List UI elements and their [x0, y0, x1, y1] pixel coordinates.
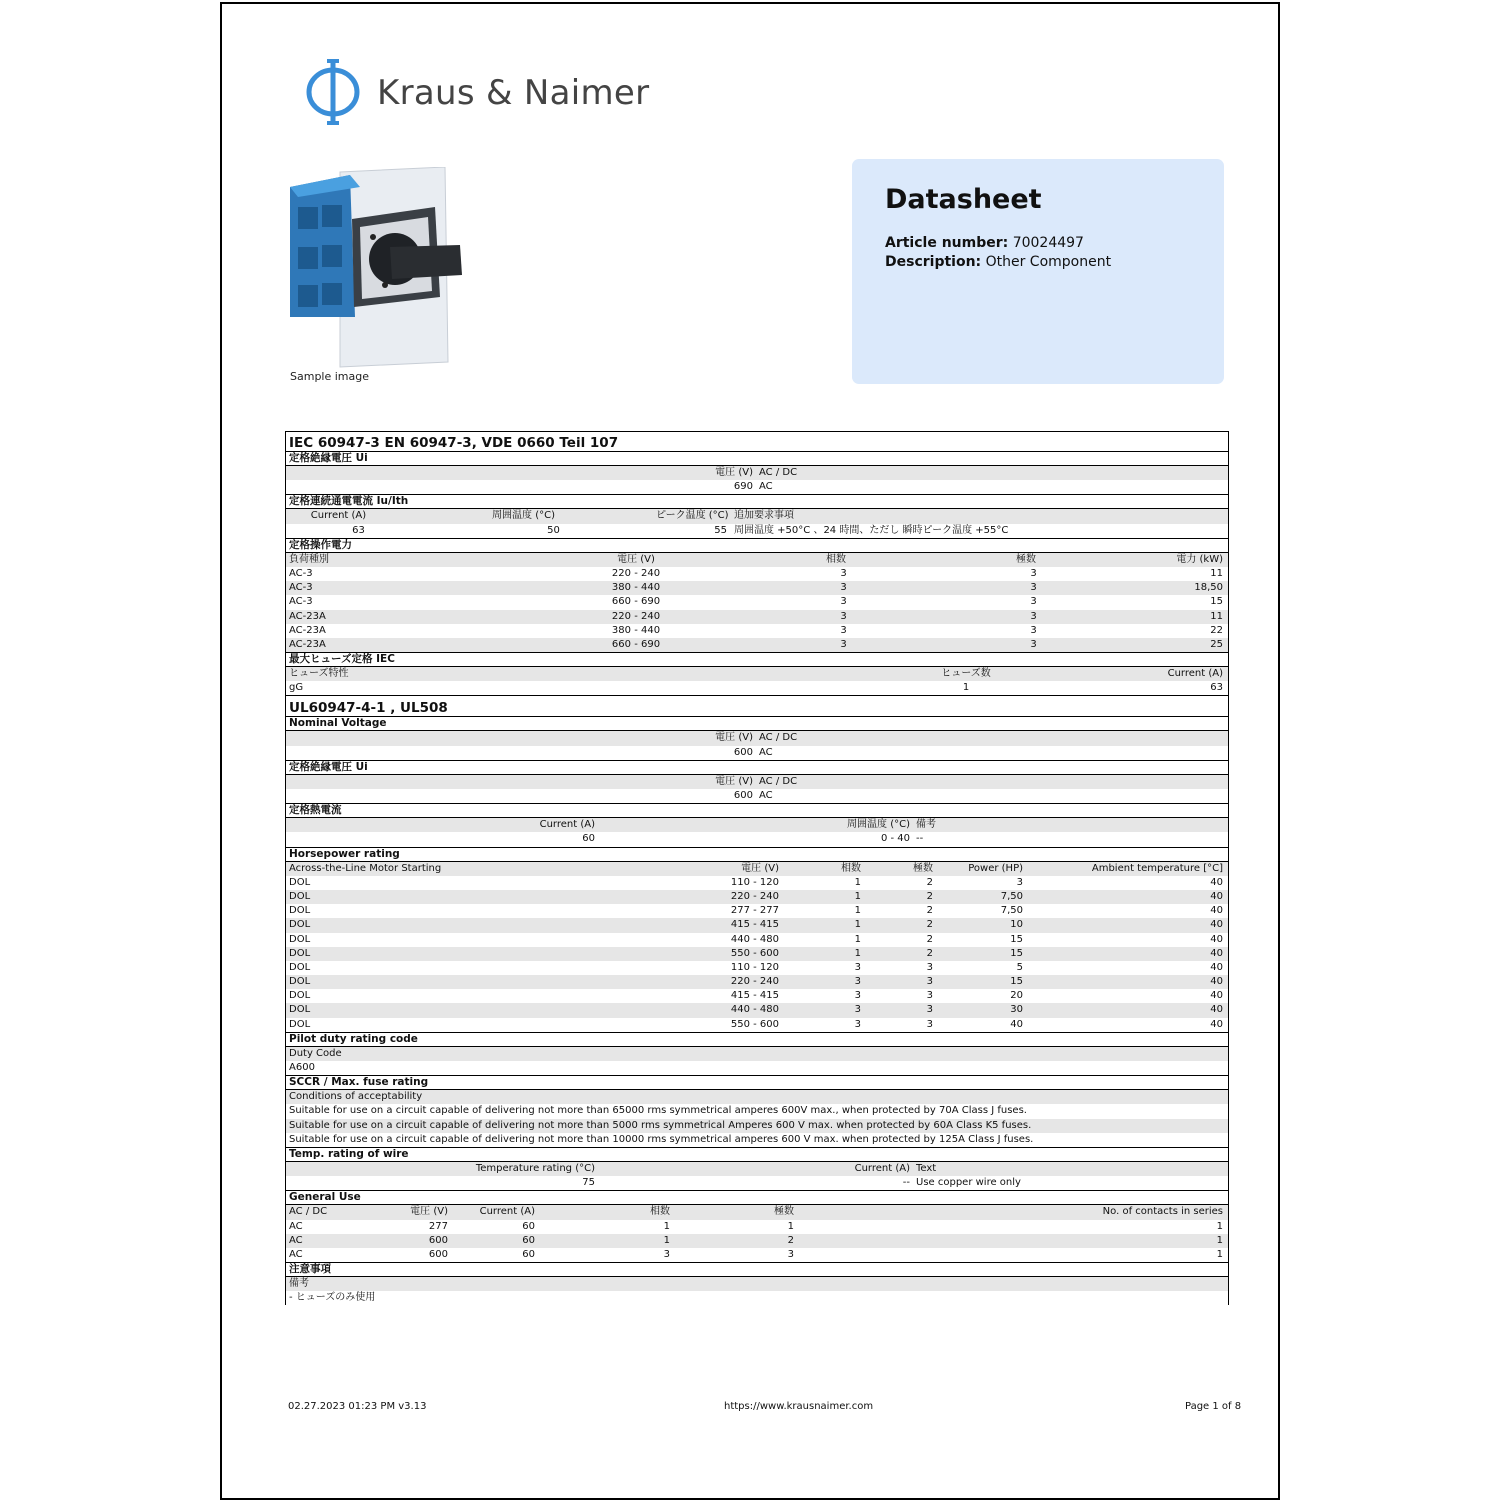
cell: 220 - 240 — [730, 890, 779, 902]
cell: 3 — [1030, 638, 1037, 650]
cell: DOL — [289, 905, 311, 917]
cell: 3 — [854, 1018, 861, 1030]
cell: AC-3 — [289, 596, 313, 608]
cell: Conditions of acceptability — [289, 1091, 423, 1103]
cell: 1 — [1216, 1234, 1223, 1246]
cell: 2 — [926, 919, 933, 931]
cell: AC — [759, 481, 773, 493]
sample-image-caption: Sample image — [290, 370, 370, 383]
cell: 備考 — [916, 819, 936, 831]
table-row — [286, 1104, 1228, 1118]
cell: Current (A) — [310, 510, 367, 522]
cell: 15 — [1210, 596, 1223, 608]
cell: 3 — [840, 610, 847, 622]
cell: 0 - 40 — [880, 833, 910, 845]
cell: 1 — [663, 1220, 670, 1232]
cell: DOL — [289, 890, 311, 902]
datasheet-card — [852, 159, 1224, 384]
cell: 600 — [428, 1248, 448, 1260]
ul-nominal-title: Nominal Voltage — [286, 717, 1228, 731]
cell: 25 — [1210, 638, 1223, 650]
iec-iu-title: 定格連続通電電流 Iu/Ith — [286, 495, 1228, 509]
cell: AC — [289, 1220, 303, 1232]
cell: 380 - 440 — [611, 624, 661, 636]
cell: No. of contacts in series — [1102, 1206, 1223, 1218]
cell: 3 — [926, 961, 933, 973]
footer-page-number: Page 1 of 8 — [1185, 1401, 1242, 1412]
cell: 追加要求事項 — [734, 510, 794, 522]
cell: 3 — [854, 976, 861, 988]
table-row — [286, 1205, 1228, 1219]
cell: AC-23A — [289, 610, 326, 622]
table-row — [286, 466, 1228, 480]
table-row — [286, 1176, 1228, 1191]
cell: 電圧 (V) — [617, 553, 655, 565]
description — [885, 254, 1111, 270]
cell: 40 — [1210, 961, 1223, 973]
cell: AC-23A — [289, 638, 326, 650]
cell: Current (A) — [854, 1162, 910, 1174]
cell: 7,50 — [1000, 890, 1023, 902]
cell: 2 — [926, 905, 933, 917]
cell: 380 - 440 — [611, 582, 661, 594]
cell: 415 - 415 — [730, 919, 779, 931]
table-row — [286, 638, 1228, 653]
cell: 40 — [1210, 1004, 1223, 1016]
iec-ui-title: 定格絶縁電圧 Ui — [286, 452, 1228, 466]
table-row — [286, 876, 1228, 890]
ul-general-use-title: General Use — [286, 1191, 1228, 1205]
brand-name: Kraus & Naimer — [377, 73, 650, 113]
table-row — [286, 624, 1228, 638]
ul-sccr-title: SCCR / Max. fuse rating — [286, 1076, 1228, 1090]
cell: 60 — [582, 833, 595, 845]
cell: AC / DC — [759, 732, 798, 744]
cell: -- — [916, 833, 924, 845]
cell: Current (A) — [479, 1206, 535, 1218]
cell: 1 — [663, 1234, 670, 1246]
cell: DOL — [289, 919, 311, 931]
cell: 22 — [1210, 624, 1223, 636]
cell: 40 — [1210, 990, 1223, 1002]
cell: 60 — [522, 1234, 535, 1246]
cell: DOL — [289, 961, 311, 973]
cell: 1 — [1216, 1220, 1223, 1232]
cell: AC-3 — [289, 582, 313, 594]
cell: 50 — [547, 524, 560, 536]
cell: Suitable for use on a circuit capable of delivering not more than 10000 rms symmetrical amperes 600 V max. when protected by 125A Class J fuses. — [289, 1133, 1034, 1145]
cell: 550 - 600 — [730, 947, 779, 959]
cell: 電圧 (V) — [715, 467, 753, 478]
cell: AC — [289, 1248, 303, 1260]
table-row — [286, 1277, 1228, 1291]
cell: DOL — [289, 1004, 311, 1016]
cell: 30 — [1010, 1004, 1023, 1016]
footer-timestamp: 02.27.2023 01:23 PM v3.13 — [288, 1401, 427, 1412]
datasheet-title: Datasheet — [885, 184, 1042, 215]
article-number — [885, 235, 1084, 251]
table-row — [286, 524, 1228, 539]
table-row — [286, 667, 1228, 681]
cell: 3 — [1016, 876, 1023, 888]
cell: 11 — [1210, 610, 1223, 622]
cell: 1 — [854, 919, 861, 931]
cell: 1 — [787, 1220, 794, 1232]
table-row — [286, 975, 1228, 989]
table-row — [286, 746, 1228, 761]
cell: 15 — [1010, 933, 1023, 945]
cell: 20 — [1010, 990, 1023, 1002]
table-row — [286, 818, 1228, 832]
cell: DOL — [289, 933, 311, 945]
cell: AC-23A — [289, 624, 326, 636]
cell: 277 — [428, 1220, 448, 1232]
iec-fuse-title: 最大ヒューズ定格 IEC — [286, 653, 1228, 667]
cell: Current (A) — [539, 819, 595, 831]
cell: Temperature rating (°C) — [475, 1162, 595, 1174]
cell: 110 - 120 — [730, 961, 779, 973]
table-row — [286, 862, 1228, 876]
horsepower-rows — [286, 876, 1228, 1033]
table-row — [286, 1248, 1228, 1263]
cell: Use copper wire only — [916, 1177, 1021, 1189]
cell: 3 — [787, 1248, 794, 1260]
cell: 3 — [926, 976, 933, 988]
cell: A600 — [289, 1062, 315, 1073]
table-row — [286, 1220, 1228, 1234]
table-row — [286, 595, 1228, 609]
cell: 1 — [854, 933, 861, 945]
cell: 3 — [840, 638, 847, 650]
phi-logo-icon — [305, 59, 361, 125]
cell: 600 — [428, 1234, 448, 1246]
cell: Duty Code — [289, 1047, 342, 1059]
cell: 極数 — [774, 1206, 794, 1218]
table-row — [286, 961, 1228, 975]
cell: DOL — [289, 976, 311, 988]
table-row — [286, 890, 1228, 904]
table-row — [286, 1291, 1228, 1305]
cell: 15 — [1010, 947, 1023, 959]
cell: 55 — [714, 524, 727, 536]
cell: 110 - 120 — [730, 876, 779, 888]
cell: AC — [759, 790, 773, 801]
cell: 3 — [1030, 610, 1037, 622]
cell: 660 - 690 — [611, 638, 661, 650]
cell: 備考 — [289, 1278, 309, 1290]
cell: Across-the-Line Motor Starting — [289, 862, 442, 874]
cell: Current (A) — [1167, 668, 1223, 680]
cell: 600 — [733, 746, 753, 758]
cell: Suitable for use on a circuit capable of delivering not more than 65000 rms symmetrical amperes 600V max., when protected by 70A Class J fuses. — [289, 1105, 1027, 1117]
cell: 690 — [733, 481, 753, 493]
description-value: Other Component — [985, 254, 1112, 270]
cell: 75 — [582, 1177, 595, 1189]
cell: 相数 — [841, 862, 861, 874]
cell: 2 — [926, 933, 933, 945]
table-row — [286, 581, 1228, 595]
cell: 周囲温度 +50°C 、24 時間、ただし 瞬時ピーク温度 +55°C — [734, 524, 1009, 536]
cell: 600 — [733, 790, 753, 801]
cell: 3 — [926, 1018, 933, 1030]
table-row — [286, 553, 1228, 567]
cell: 40 — [1210, 890, 1223, 902]
cell: 1 — [854, 905, 861, 917]
cell: 3 — [663, 1248, 670, 1260]
table-row — [286, 480, 1228, 495]
cell: 2 — [926, 876, 933, 888]
cell: 40 — [1210, 919, 1223, 931]
general-use-rows — [286, 1220, 1228, 1264]
cell: 3 — [840, 567, 847, 579]
cell: 3 — [1030, 596, 1037, 608]
cell: AC — [759, 746, 773, 758]
ul-thermal-title: 定格熱電流 — [286, 804, 1228, 818]
cell: 3 — [854, 1004, 861, 1016]
footer-url[interactable]: https://www.krausnaimer.com — [724, 1401, 874, 1412]
cell: 3 — [840, 596, 847, 608]
ul-standard-title: UL60947-4-1 , UL508 — [286, 696, 1228, 717]
cell: 10 — [1010, 919, 1023, 931]
cell: DOL — [289, 876, 311, 888]
cell: 1 — [854, 876, 861, 888]
cell: - ヒューズのみ使用 — [289, 1292, 376, 1304]
cell: 40 — [1210, 976, 1223, 988]
table-row — [286, 610, 1228, 624]
cell: 220 - 240 — [611, 567, 661, 579]
table-row — [286, 918, 1228, 932]
cell: AC / DC — [759, 775, 798, 787]
cell: 3 — [854, 961, 861, 973]
cell: 440 - 480 — [730, 1004, 779, 1016]
notes-title: 注意事項 — [286, 1263, 1228, 1277]
table-row — [286, 904, 1228, 918]
cell: 550 - 600 — [730, 1018, 779, 1030]
specification-table — [285, 431, 1229, 1305]
cell: 2 — [926, 890, 933, 902]
cell: 3 — [1030, 567, 1037, 579]
cell: 電圧 (V) — [741, 862, 779, 874]
table-row — [286, 681, 1228, 696]
cell: 63 — [1210, 682, 1223, 694]
cell: AC / DC — [759, 467, 798, 478]
table-row — [286, 789, 1228, 804]
table-row — [286, 1047, 1228, 1061]
cell: 電圧 (V) — [715, 732, 753, 744]
table-row — [286, 989, 1228, 1003]
table-row — [286, 567, 1228, 581]
cell: DOL — [289, 1018, 311, 1030]
table-row — [286, 1003, 1228, 1017]
cell: 相数 — [650, 1206, 670, 1218]
table-row — [286, 947, 1228, 961]
article-number-value: 70024497 — [1012, 235, 1084, 251]
cell: 60 — [522, 1220, 535, 1232]
cell: 3 — [840, 624, 847, 636]
cell: Suitable for use on a circuit capable of delivering not more than 5000 rms symmetrical Amperes 600 V max. when protected by 60A Class K5 fuses. — [289, 1119, 1032, 1131]
cell: gG — [289, 682, 304, 694]
cell: 3 — [854, 990, 861, 1002]
cell: 3 — [840, 582, 847, 594]
ul-pilot-title: Pilot duty rating code — [286, 1033, 1228, 1047]
cell: 15 — [1010, 976, 1023, 988]
cell: 1 — [854, 947, 861, 959]
cell: 220 - 240 — [611, 610, 661, 622]
cell: DOL — [289, 947, 311, 959]
cell: ヒューズ特性 — [289, 668, 349, 680]
table-row — [286, 1090, 1228, 1104]
cell: 40 — [1010, 1018, 1023, 1030]
cell: 3 — [926, 990, 933, 1002]
ul-horsepower-title: Horsepower rating — [286, 848, 1228, 862]
description-label: Description: — [885, 254, 982, 270]
table-row — [286, 731, 1228, 745]
table-row — [286, 1061, 1228, 1076]
cell: 440 - 480 — [730, 933, 779, 945]
cell: 40 — [1210, 1018, 1223, 1030]
product-image — [290, 167, 475, 372]
table-row — [286, 1018, 1228, 1033]
cell: 3 — [926, 1004, 933, 1016]
cell: 極数 — [913, 862, 933, 874]
ul-ui-title: 定格絶縁電圧 Ui — [286, 761, 1228, 775]
cell: 1 — [962, 682, 970, 694]
table-row — [286, 1119, 1228, 1133]
cell: 2 — [926, 947, 933, 959]
cell: 40 — [1210, 905, 1223, 917]
cell: AC-3 — [289, 567, 313, 579]
table-row — [286, 933, 1228, 947]
cell: 電圧 (V) — [410, 1206, 448, 1218]
iec-standard-title: IEC 60947-3 EN 60947-3, VDE 0660 Teil 107 — [286, 432, 1228, 452]
cell: ピーク温度 (°C) — [656, 510, 729, 522]
cell: Ambient temperature [°C] — [1091, 862, 1223, 874]
cell: 電力 (kW) — [1176, 553, 1223, 565]
iec-power-title: 定格操作電力 — [286, 539, 1228, 553]
cell: 11 — [1210, 567, 1223, 579]
cell: 7,50 — [1000, 905, 1023, 917]
article-number-label: Article number: — [885, 235, 1009, 251]
cell: 2 — [787, 1234, 794, 1246]
cell: ヒューズ数 — [941, 668, 991, 680]
cell: -- — [902, 1177, 910, 1189]
cell: AC — [289, 1234, 303, 1246]
table-row — [286, 1234, 1228, 1248]
cell: 1 — [1216, 1248, 1223, 1260]
cell: 277 - 277 — [730, 905, 779, 917]
datasheet-page — [220, 2, 1280, 1500]
table-row — [286, 775, 1228, 789]
cell: Power (HP) — [968, 862, 1023, 874]
cell: 周囲温度 (°C) — [847, 819, 910, 831]
table-row — [286, 832, 1228, 847]
cell: 660 - 690 — [611, 596, 661, 608]
table-row — [286, 1133, 1228, 1148]
cell: 60 — [522, 1248, 535, 1260]
cell: 40 — [1210, 876, 1223, 888]
cell: DOL — [289, 990, 311, 1002]
cell: Text — [916, 1162, 937, 1174]
cell: 電圧 (V) — [715, 775, 753, 787]
table-row — [286, 1162, 1228, 1176]
cell: 415 - 415 — [730, 990, 779, 1002]
cell: 周囲温度 (°C) — [492, 510, 555, 522]
cell: 3 — [1030, 582, 1037, 594]
table-row — [286, 509, 1228, 523]
cell: 40 — [1210, 947, 1223, 959]
cell: 負荷種別 — [289, 553, 329, 565]
cell: 63 — [352, 524, 365, 536]
cell: 相数 — [826, 553, 846, 565]
cell: AC / DC — [289, 1206, 328, 1218]
cell: 5 — [1016, 961, 1023, 973]
cell: 1 — [854, 890, 861, 902]
cell: 極数 — [1016, 553, 1036, 565]
cell: 18,50 — [1194, 582, 1223, 594]
cell: 220 - 240 — [730, 976, 779, 988]
cell: 3 — [1030, 624, 1037, 636]
ul-wire-title: Temp. rating of wire — [286, 1148, 1228, 1162]
cell: 40 — [1210, 933, 1223, 945]
